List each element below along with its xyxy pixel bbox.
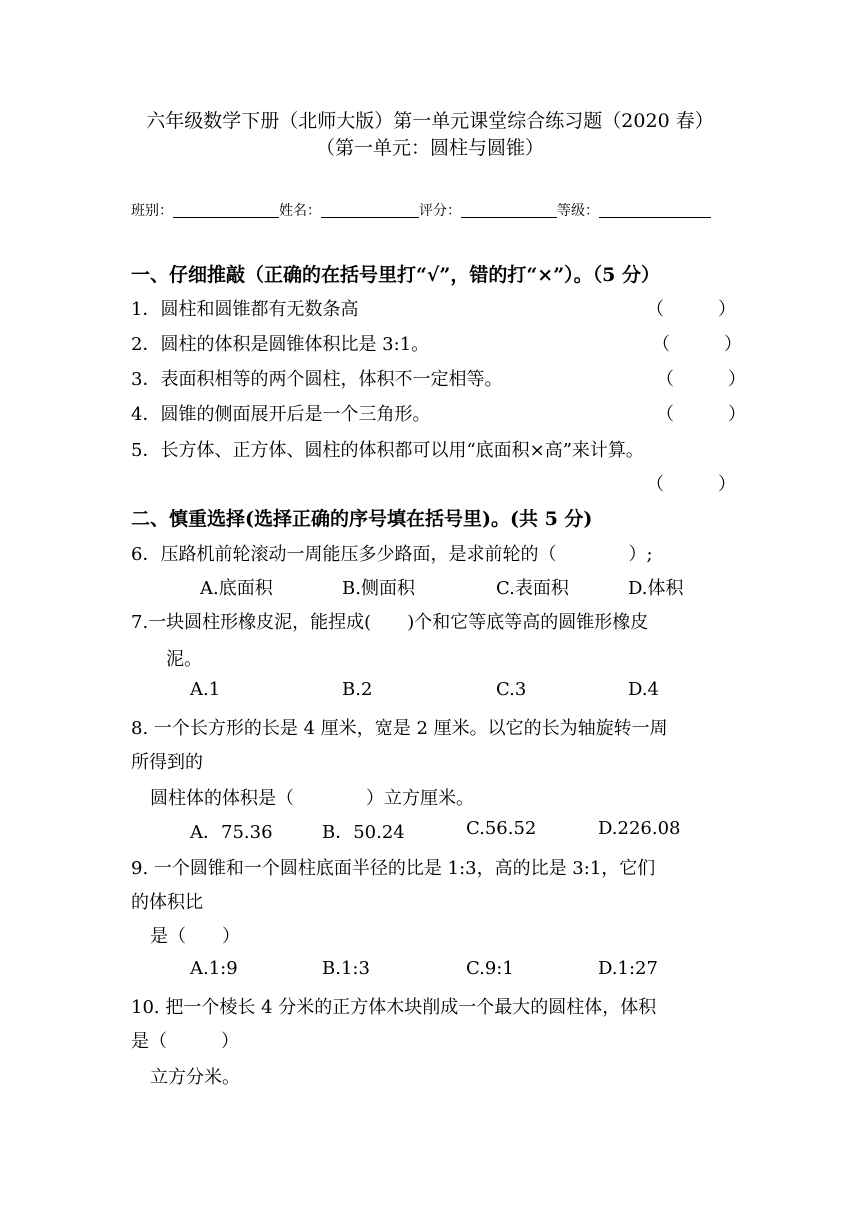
q7-option-c[interactable]: C.3: [496, 679, 527, 700]
q9-option-a[interactable]: A.1:9: [190, 958, 238, 979]
q8-option-d[interactable]: D.226.08: [598, 818, 681, 839]
q9-option-b[interactable]: B.1:3: [322, 958, 370, 979]
q6-option-b[interactable]: B.侧面积: [342, 578, 415, 599]
q8-option-a[interactable]: A．75.36: [190, 822, 273, 843]
q7-option-b[interactable]: B.2: [342, 679, 373, 700]
grade-label: 等级：: [557, 203, 599, 219]
mc-question-9: 9. 一个圆锥和一个圆柱底面半径的比是 1:3，高的比是 3:1，它们: [131, 858, 656, 879]
tf-question-2: 2．圆柱的体积是圆锥体积比是 3:1。: [131, 334, 430, 355]
q9-option-d[interactable]: D.1:27: [598, 958, 658, 979]
tf-answer-5[interactable]: （ ）: [646, 474, 736, 495]
q6-option-c[interactable]: C.表面积: [496, 578, 569, 599]
mc-question-8-cont2: 圆柱体的体积是（ ）立方厘米。: [150, 788, 474, 809]
score-label: 评分：: [419, 203, 461, 219]
tf-answer-4[interactable]: （ ）: [656, 404, 746, 425]
section2-heading: 二、慎重选择(选择正确的序号填在括号里)。(共 5 分): [131, 508, 593, 530]
q7-option-d[interactable]: D.4: [628, 679, 659, 700]
section1-heading: 一、仔细推敲（正确的在括号里打“√”，错的打“×”）。（5 分）: [131, 264, 660, 286]
class-blank[interactable]: [173, 202, 279, 218]
page-subtitle: （第一单元：圆柱与圆锥）: [315, 137, 544, 159]
q7-option-a[interactable]: A.1: [190, 679, 221, 700]
mc-question-8-cont: 所得到的: [131, 752, 203, 773]
mc-question-8: 8. 一个长方形的长是 4 厘米，宽是 2 厘米。以它的长为轴旋转一周: [131, 718, 668, 739]
tf-answer-3[interactable]: （ ）: [656, 369, 746, 390]
score-blank[interactable]: [461, 202, 557, 218]
name-label: 姓名：: [279, 203, 321, 219]
q8-option-b[interactable]: B．50.24: [322, 822, 405, 843]
page-title: 六年级数学下册（北师大版）第一单元课堂综合练习题（2020 春）: [146, 110, 714, 132]
mc-question-9-cont: 的体积比: [131, 892, 203, 913]
tf-question-5: 5．长方体、正方体、圆柱的体积都可以用“底面积×高”来计算。: [131, 440, 644, 461]
tf-question-4: 4．圆锥的侧面展开后是一个三角形。: [131, 404, 431, 425]
mc-question-7: 7.一块圆柱形橡皮泥，能捏成( )个和它等底等高的圆锥形橡皮: [131, 612, 649, 633]
q9-option-c[interactable]: C.9:1: [466, 958, 514, 979]
mc-question-7-cont: 泥。: [166, 649, 202, 670]
q8-option-c[interactable]: C.56.52: [466, 818, 537, 839]
mc-question-9-cont2: 是（ ）: [150, 926, 240, 947]
q6-option-d[interactable]: D.体积: [628, 578, 684, 599]
name-blank[interactable]: [321, 202, 419, 218]
mc-question-10-cont: 是（ ）: [131, 1031, 239, 1052]
grade-blank[interactable]: [599, 202, 711, 218]
tf-answer-2[interactable]: （ ）: [652, 334, 742, 355]
tf-question-1: 1．圆柱和圆锥都有无数条高: [131, 299, 359, 320]
student-info-row: [131, 200, 711, 220]
mc-question-10: 10. 把一个棱长 4 分米的正方体木块削成一个最大的圆柱体，体积: [131, 997, 657, 1018]
class-label: 班别：: [131, 203, 173, 219]
mc-question-6: 6．压路机前轮滚动一周能压多少路面，是求前轮的（ ）;: [131, 544, 653, 565]
q6-option-a[interactable]: A.底面积: [200, 578, 273, 599]
tf-question-3: 3．表面积相等的两个圆柱，体积不一定相等。: [131, 369, 503, 390]
tf-answer-1[interactable]: （ ）: [646, 299, 736, 320]
mc-question-10-cont2: 立方分米。: [150, 1067, 240, 1088]
